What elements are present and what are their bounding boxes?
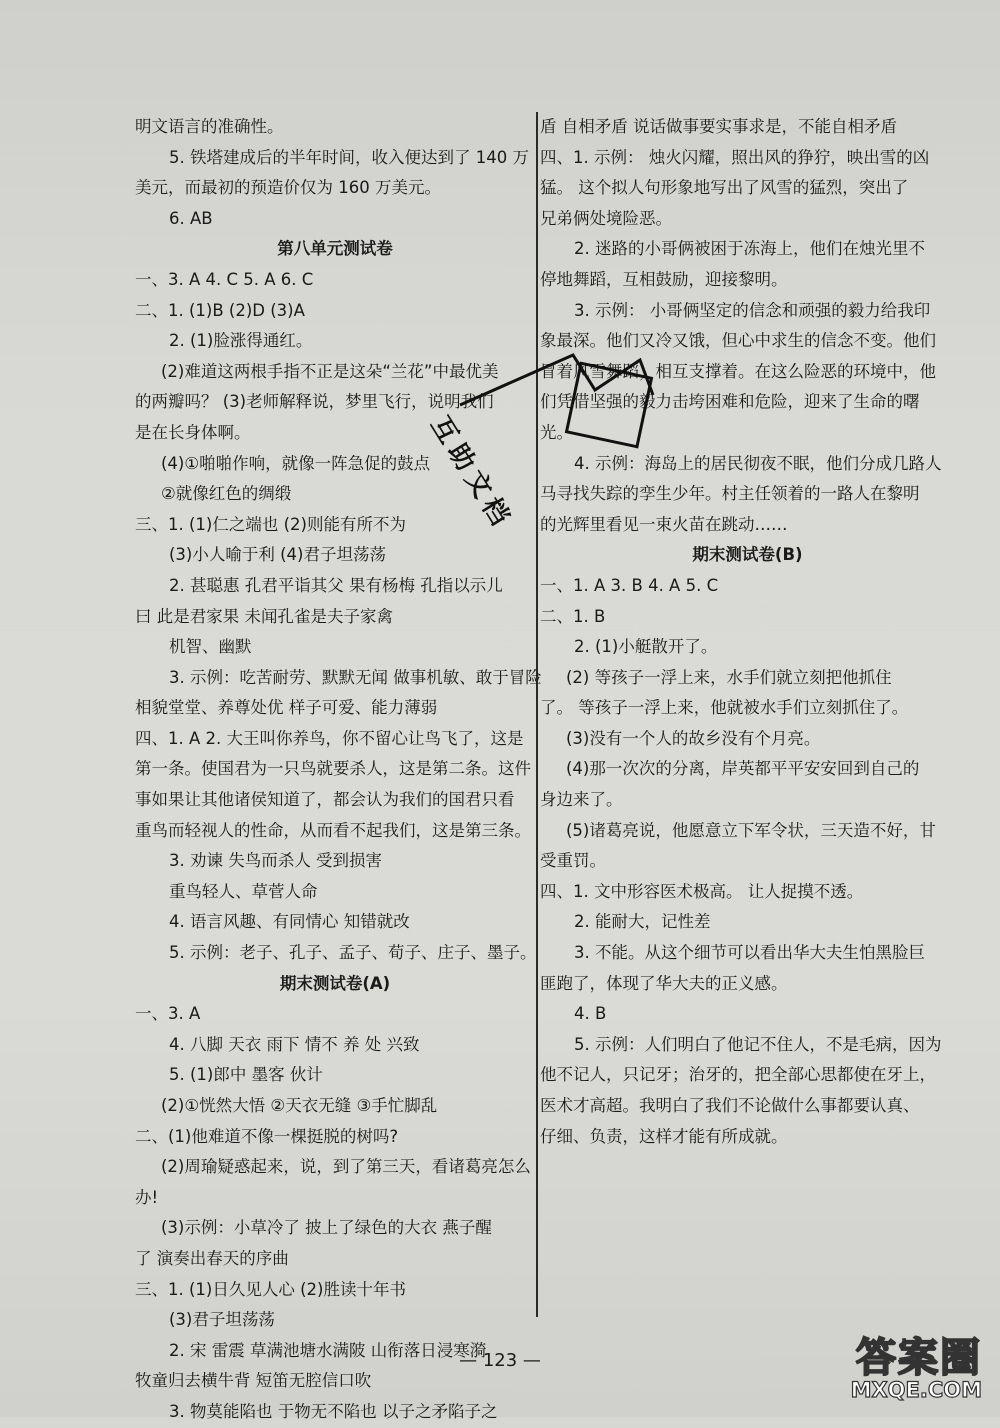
text-line: ②就像红色的绸缎: [161, 484, 292, 504]
text-line: 匪跑了，体现了华大夫的正义感。: [540, 973, 788, 993]
text-line: 2. 甚聪惠 孔君平诣其父 果有杨梅 孔指以示儿: [169, 575, 503, 595]
text-line: 5. 铁塔建成后的半年时间，收入便达到了 140 万: [169, 147, 529, 167]
text-line: 4. 语言风趣、有同情心 知错就改: [169, 912, 410, 932]
text-line: 5. 示例：人们明白了他记不住人，不是毛病，因为: [574, 1034, 942, 1054]
text-line: 事如果让其他诸侯知道了，都会认为我们的国君只看: [135, 790, 515, 810]
text-line: (3)示例：小草冷了 披上了绿色的大衣 燕子醒: [161, 1218, 492, 1238]
text-line: 牧童归去横牛背 短笛无腔信口吹: [135, 1371, 372, 1391]
text-line: 二、1. (1)B (2)D (3)A: [135, 300, 305, 320]
text-line: 办!: [135, 1187, 159, 1207]
text-line: 的两瓣吗？ (3)老师解释说，梦里飞行，说明我们: [135, 392, 494, 412]
text-line: 猛。 这个拟人句形象地写出了风雪的猛烈，突出了: [540, 178, 909, 198]
right-column: [540, 112, 955, 1152]
text-line: 兄弟俩处境险恶。: [540, 208, 672, 228]
text-line: (4)那一次次的分离，岸英都平平安安回到自己的: [566, 759, 920, 779]
page-number: — 123 —: [459, 1350, 541, 1371]
text-line: 5. 示例：老子、孔子、孟子、荀子、庄子、墨子。: [169, 943, 537, 963]
text-line: 重鸟而轻视人的性命，从而看不起我们，这是第三条。: [135, 820, 531, 840]
section-title: 期末测试卷(B): [692, 545, 803, 565]
text-line: 停地舞蹈，互相鼓励，迎接黎明。: [540, 269, 788, 289]
watermark-url: MXQE.COM: [850, 1378, 982, 1402]
text-line: 三、1. (1)日久见人心 (2)胜读十年书: [135, 1279, 406, 1299]
text-line: 3. 示例： 小哥俩坚定的信念和顽强的毅力给我印: [574, 300, 931, 320]
text-line: 曰 此是君家果 未闻孔雀是夫子家禽: [135, 606, 393, 626]
text-line: 是在长身体啊。: [135, 422, 251, 442]
text-line: (3)小人喻于利 (4)君子坦荡荡: [169, 545, 386, 565]
text-line: 明文语言的准确性。: [135, 117, 284, 136]
text-line: 机智、幽默: [169, 637, 252, 657]
text-line: (3)没有一个人的故乡没有个月亮。: [566, 728, 821, 748]
text-line: 2. 迷路的小哥俩被困于冻海上，他们在烛光里不: [574, 239, 925, 259]
text-line: 相貌堂堂、养尊处优 样子可爱、能力薄弱: [135, 698, 438, 718]
text-line: (2) 等孩子一浮上来，水手们就立刻把他抓住: [566, 667, 892, 687]
text-line: 他不记人，只记牙；治牙的，把全部心思都使在牙上，: [540, 1065, 936, 1085]
watermark-logo: 答案圈: [856, 1335, 982, 1381]
text-line: 5. (1)郎中 墨客 伙计: [169, 1065, 323, 1085]
text-line: (3)君子坦荡荡: [169, 1310, 275, 1330]
stamp-text: 互助文档: [424, 411, 518, 536]
section-title: 期末测试卷(A): [279, 973, 391, 993]
text-line: 重鸟轻人、草菅人命: [169, 881, 318, 901]
text-line: 的光辉里看见一束火苗在跳动……: [540, 514, 788, 534]
column-divider: [536, 112, 538, 1317]
text-line: 3. 劝谏 失鸟而杀人 受到损害: [169, 851, 382, 871]
text-line: 第一条。使国君为一只鸟就要杀人，这是第二条。这件: [135, 759, 531, 779]
text-line: 仔细、负责，这样才能有所成就。: [540, 1126, 788, 1146]
text-line: 二、(1)他难道不像一棵挺脱的树吗?: [135, 1126, 399, 1146]
text-line: 美元，而最初的预造价仅为 160 万美元。: [135, 178, 441, 198]
text-line: 们凭借坚强的毅力击垮困难和危险，迎来了生命的曙: [540, 392, 920, 412]
text-line: 一、1. A 3. B 4. A 5. C: [540, 575, 719, 595]
text-line: 3. 不能。从这个细节可以看出华大夫生怕黑脸巨: [574, 943, 925, 963]
text-line: 4. 示例：海岛上的居民彻夜不眠，他们分成几路人: [574, 453, 942, 473]
text-line: 一、3. A 4. C 5. A 6. C: [135, 269, 314, 289]
text-line: 3. 示例：吃苦耐劳、默默无闻 做事机敏、敢于冒险: [169, 667, 542, 687]
text-line: 医术才高超。我明白了我们不论做什么事都要认真、: [540, 1096, 920, 1115]
text-line: 2. 能耐大，记性差: [574, 912, 711, 932]
section-title: 第八单元测试卷: [277, 239, 393, 259]
text-line: (2)周瑜疑惑起来，说，到了第三天，看诸葛亮怎么: [161, 1157, 531, 1177]
text-line: 4. B: [574, 1004, 607, 1024]
text-line: 冒着风雪舞蹈，相互支撑着。在这么险恶的环境中，他: [540, 361, 936, 381]
text-line: (4)①啪啪作响，就像一阵急促的鼓点: [161, 453, 431, 473]
text-line: (2)①恍然大悟 ②天衣无缝 ③手忙脚乱: [161, 1096, 438, 1115]
text-line: 一、3. A: [135, 1004, 201, 1024]
text-line: 了。 等孩子一浮上来，他就被水手们立刻抓住了。: [540, 698, 909, 718]
text-line: 光。: [540, 422, 573, 442]
text-line: 身边来了。: [540, 790, 623, 810]
text-line: (5)诸葛亮说，他愿意立下军令状，三天造不好，甘: [566, 820, 936, 840]
text-line: 四、1. 示例： 烛火闪耀，照出风的狰狞，映出雪的凶: [540, 147, 930, 167]
text-line: 4. 八脚 天衣 雨下 情不 养 处 兴致: [169, 1034, 420, 1054]
text-line: 6. AB: [169, 208, 213, 228]
text-line: 四、1. 文中形容医术极高。 让人捉摸不透。: [540, 881, 864, 901]
text-line: 四、1. A 2. 大王叫你养鸟，你不留心让鸟飞了，这是: [135, 728, 524, 748]
text-line: 受重罚。: [540, 851, 606, 871]
text-line: 二、1. B: [540, 606, 606, 626]
text-line: 盾 自相矛盾 说话做事要实事求是，不能自相矛盾: [540, 117, 897, 136]
text-line: 三、1. (1)仁之端也 (2)则能有所不为: [135, 514, 406, 534]
text-line: 了 演奏出春天的序曲: [135, 1248, 289, 1268]
text-line: 马寻找失踪的孪生少年。村主任领着的一路人在黎明: [540, 484, 920, 504]
text-line: 象最深。他们又冷又饿，但心中求生的信念不变。他们: [540, 331, 936, 351]
text-line: 2. 宋 雷震 草满池塘水满陂 山衔落日浸寒漪: [169, 1340, 487, 1360]
text-line: 2. (1)脸涨得通红。: [169, 331, 313, 351]
text-line: 3. 物莫能陷也 于物无不陷也 以子之矛陷子之: [169, 1401, 498, 1421]
text-line: (2)难道这两根手指不正是这朵“兰花”中最优美: [161, 361, 499, 381]
text-line: 2. (1)小艇散开了。: [574, 637, 718, 657]
left-column: [135, 112, 542, 1428]
